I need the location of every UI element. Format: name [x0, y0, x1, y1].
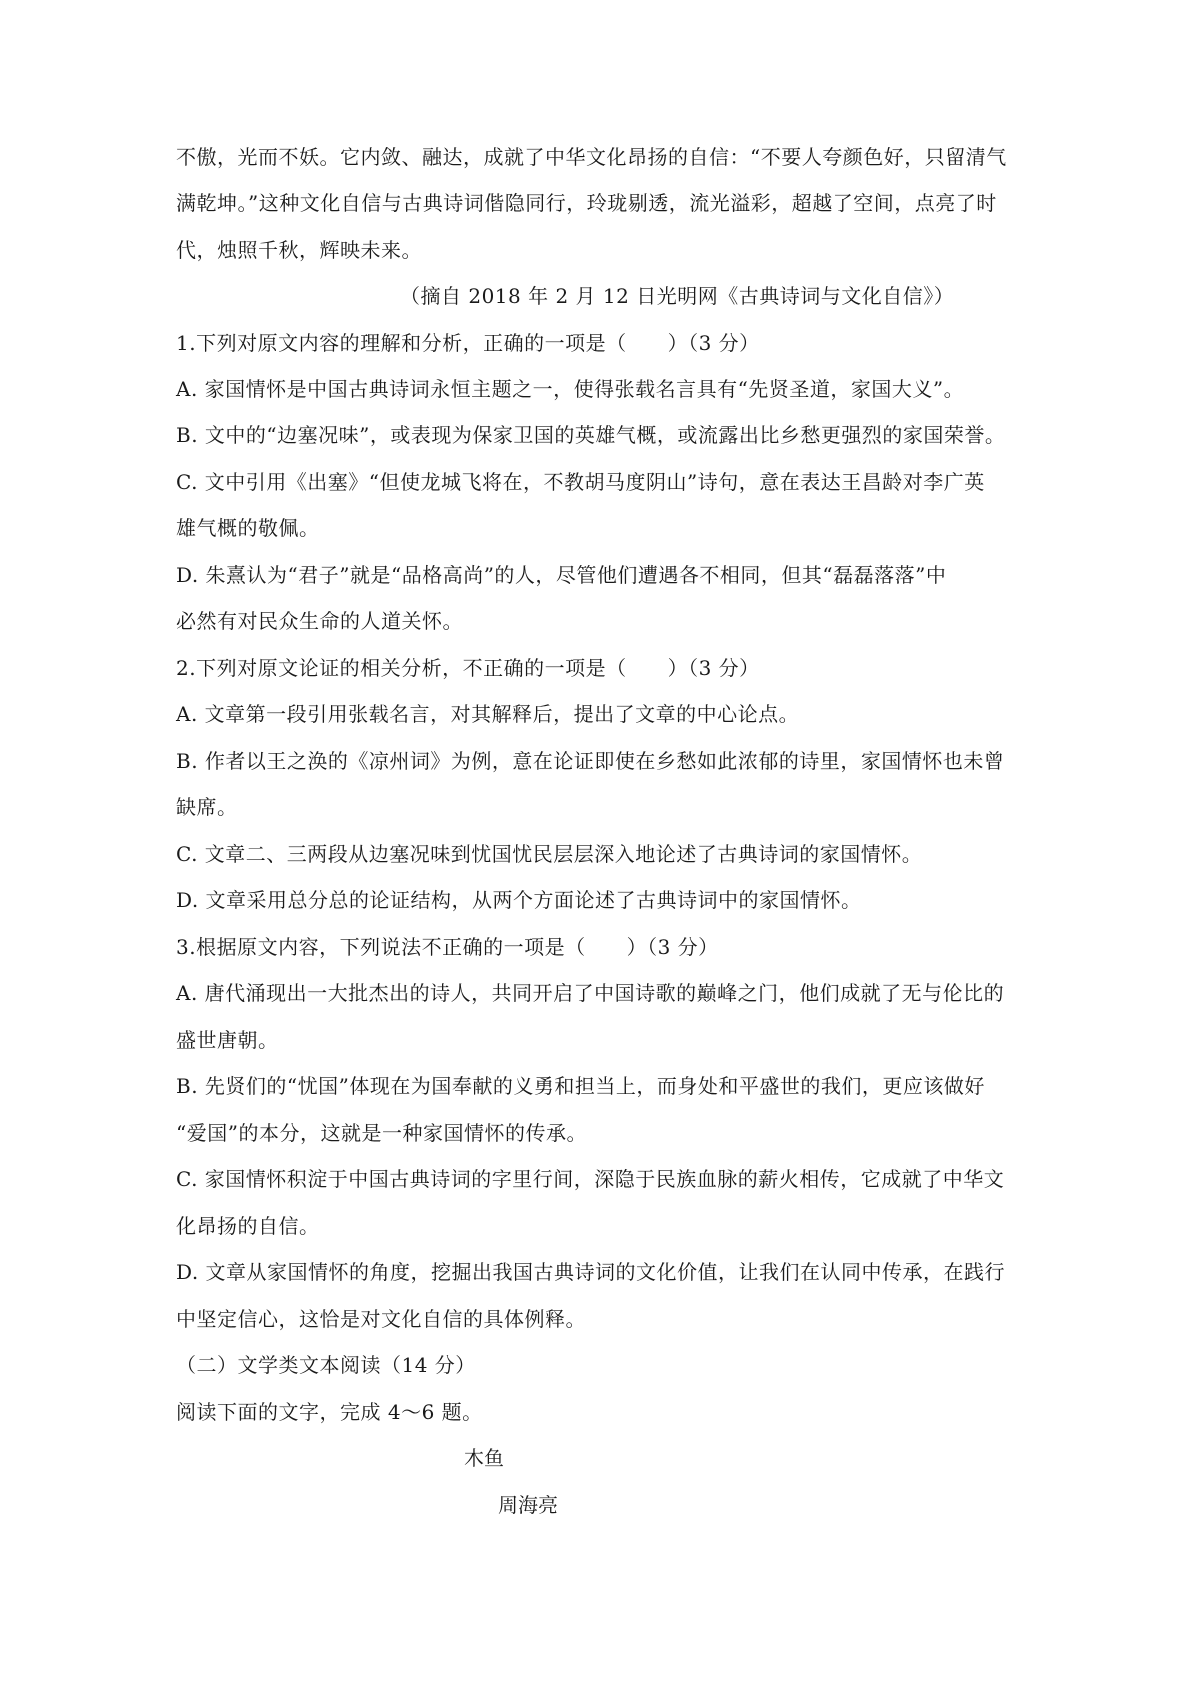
q2-stem: 2.下列对原文论证的相关分析，不正确的一项是（ ）（3 分） [176, 656, 760, 680]
q2-option-a: A. 文章第一段引用张载名言，对其解释后，提出了文章的中心论点。 [176, 702, 800, 726]
story-title: 木鱼 [464, 1446, 504, 1470]
q2-option-b-line-2: 缺席。 [176, 795, 238, 819]
q3-option-b-line-2: “爱国”的本分，这就是一种家国情怀的传承。 [176, 1121, 587, 1145]
passage-line-3: 代，烛照千秋，辉映未来。 [176, 238, 422, 262]
story-author: 周海亮 [498, 1493, 558, 1517]
q3-option-c-line-2: 化昂扬的自信。 [176, 1214, 320, 1238]
q1-option-d-line-2: 必然有对民众生命的人道关怀。 [176, 609, 463, 633]
q1-option-a: A. 家国情怀是中国古典诗词永恒主题之一，使得张载名言具有“先贤圣道，家国大义”。 [176, 377, 965, 401]
q1-option-c-line-1: C. 文中引用《出塞》“但使龙城飞将在，不教胡马度阴山”诗句，意在表达王昌龄对李广英 [176, 470, 985, 494]
q3-stem: 3.根据原文内容，下列说法不正确的一项是（ ）（3 分） [176, 935, 719, 959]
q1-option-b: B. 文中的“边塞况味”，或表现为保家卫国的英雄气概，或流露出比乡愁更强烈的家国荣誉。 [176, 423, 1006, 447]
passage-line-1: 不傲，光而不妖。它内敛、融达，成就了中华文化昂扬的自信：“不要人夸颜色好，只留清气 [176, 145, 1007, 169]
q3-option-a-line-1: A. 唐代涌现出一大批杰出的诗人，共同开启了中国诗歌的巅峰之门，他们成就了无与伦比的 [176, 981, 1005, 1005]
q3-option-a-line-2: 盛世唐朝。 [176, 1028, 279, 1052]
q3-option-d-line-2: 中坚定信心，这恰是对文化自信的具体例释。 [176, 1307, 586, 1331]
q2-option-b-line-1: B. 作者以王之涣的《凉州词》为例，意在论证即使在乡愁如此浓郁的诗里，家国情怀也未曾 [176, 749, 1005, 773]
q2-option-d: D. 文章采用总分总的论证结构，从两个方面论述了古典诗词中的家国情怀。 [176, 888, 862, 912]
passage-line-2: 满乾坤。”这种文化自信与古典诗词偕隐同行，玲珑剔透，流光溢彩，超越了空间，点亮了时 [176, 191, 997, 215]
q1-stem: 1.下列对原文内容的理解和分析，正确的一项是（ ）（3 分） [176, 331, 760, 355]
q1-option-d-line-1: D. 朱熹认为“君子”就是“品格高尚”的人，尽管他们遭遇各不相同，但其“磊磊落落”中 [176, 563, 947, 587]
section-instruction: 阅读下面的文字，完成 4～6 题。 [176, 1400, 483, 1424]
q3-option-c-line-1: C. 家国情怀积淀于中国古典诗词的字里行间，深隐于民族血脉的薪火相传，它成就了中华文 [176, 1167, 1005, 1191]
q1-option-c-line-2: 雄气概的敬佩。 [176, 516, 320, 540]
q3-option-d-line-1: D. 文章从家国情怀的角度，挖掘出我国古典诗词的文化价值，让我们在认同中传承，在践行 [176, 1260, 1006, 1284]
q2-option-c: C. 文章二、三两段从边塞况味到忧国忧民层层深入地论述了古典诗词的家国情怀。 [176, 842, 923, 866]
q3-option-b-line-1: B. 先贤们的“忧国”体现在为国奉献的义勇和担当上，而身处和平盛世的我们，更应该做好 [176, 1074, 985, 1098]
section-heading: （二）文学类文本阅读（14 分） [176, 1353, 476, 1377]
passage-source: （摘自 2018 年 2 月 12 日光明网《古典诗词与文化自信》） [400, 284, 955, 308]
